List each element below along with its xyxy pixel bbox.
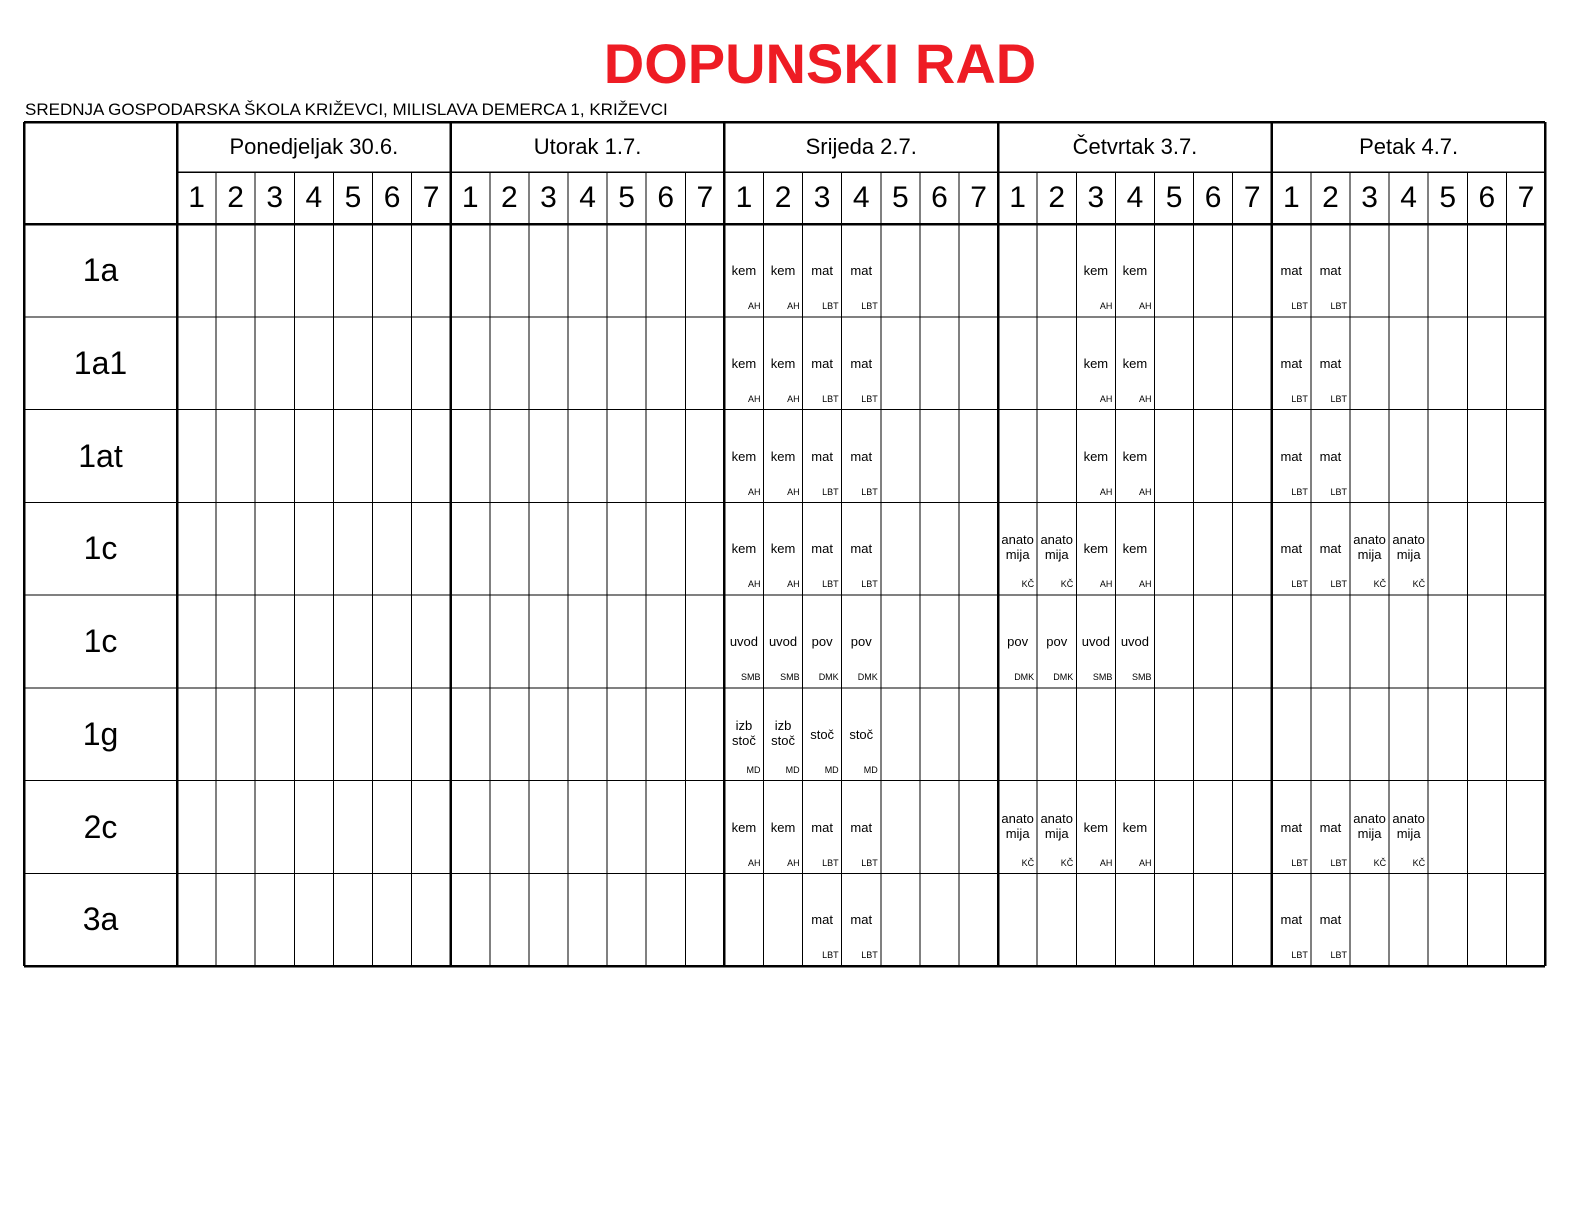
- subject-code: mat: [811, 541, 833, 557]
- teacher-code: KČ: [1412, 579, 1426, 590]
- subject-code: pov: [850, 634, 872, 649]
- period-number: 5: [344, 181, 362, 214]
- period-number: 1: [1009, 181, 1026, 214]
- school-address: SREDNJA GOSPODARSKA ŠKOLA KRIŽEVCI, MILISLAVA DEMERCA 1, KRIŽEVCI: [25, 100, 668, 119]
- period-number: 2: [1322, 181, 1339, 214]
- period-number: 2: [227, 181, 244, 214]
- period-number: 5: [892, 181, 909, 214]
- teacher-code: SMB: [780, 672, 800, 682]
- period-number: 2: [1048, 181, 1066, 214]
- period-number: 3: [266, 181, 284, 214]
- teacher-code: SMB: [1131, 672, 1152, 682]
- subject-code: kem: [1122, 448, 1148, 464]
- teacher-code: LBT: [1330, 950, 1347, 961]
- period-number: 6: [657, 181, 675, 214]
- teacher-code: DMK: [1053, 672, 1074, 682]
- teacher-code: LBT: [1291, 950, 1308, 961]
- period-number: 7: [1243, 181, 1261, 214]
- subject-code: kem: [1083, 819, 1109, 835]
- class-label: 1at: [78, 437, 123, 474]
- subject-code: anato mija: [1001, 532, 1034, 563]
- day-header: Četvrtak 3.7.: [1072, 134, 1198, 159]
- subject-code: mat: [1280, 263, 1303, 278]
- teacher-code: AH: [1138, 393, 1152, 404]
- subject-code: mat: [1319, 263, 1342, 278]
- subject-code: kem: [1083, 541, 1109, 557]
- subject-code: mat: [811, 819, 833, 835]
- teacher-code: LBT: [1330, 857, 1347, 868]
- subject-code: mat: [850, 819, 873, 835]
- subject-code: kem: [731, 819, 757, 835]
- subject-code: mat: [850, 263, 873, 278]
- day-header: Srijeda 2.7.: [805, 134, 917, 159]
- teacher-code: AH: [1099, 486, 1113, 497]
- subject-code: kem: [1083, 355, 1109, 371]
- subject-code: uvod: [729, 634, 759, 649]
- teacher-code: AH: [1138, 301, 1152, 311]
- teacher-code: KČ: [1373, 857, 1387, 868]
- teacher-code: LBT: [822, 301, 839, 311]
- teacher-code: LBT: [861, 301, 878, 311]
- day-header: Ponedjeljak 30.6.: [229, 134, 399, 159]
- teacher-code: MD: [824, 764, 839, 775]
- period-number: 3: [540, 181, 557, 214]
- teacher-code: LBT: [1330, 301, 1347, 311]
- subject-code: mat: [850, 541, 873, 557]
- period-number: 4: [579, 181, 596, 214]
- subject-code: pov: [811, 634, 833, 649]
- period-number: 7: [970, 181, 987, 214]
- teacher-code: AH: [747, 486, 761, 497]
- teacher-code: LBT: [822, 857, 839, 868]
- period-number: 6: [1478, 181, 1496, 214]
- period-number: 4: [1126, 181, 1144, 214]
- teacher-code: AH: [1099, 301, 1113, 311]
- teacher-code: AH: [1138, 857, 1152, 868]
- teacher-code: LBT: [1330, 579, 1347, 590]
- subject-code: kem: [770, 263, 796, 278]
- teacher-code: LBT: [822, 579, 839, 590]
- subject-code: kem: [1083, 448, 1109, 464]
- subject-code: mat: [1280, 355, 1303, 371]
- subject-code: mat: [1319, 819, 1342, 835]
- day-header: Petak 4.7.: [1359, 134, 1459, 159]
- subject-code: mat: [811, 448, 833, 464]
- subject-code: mat: [1319, 355, 1342, 371]
- teacher-code: KČ: [1060, 857, 1074, 868]
- teacher-code: LBT: [822, 393, 839, 404]
- subject-code: kem: [731, 263, 757, 278]
- subject-code: kem: [1083, 263, 1109, 278]
- period-number: 1: [735, 181, 753, 214]
- subject-code: mat: [850, 355, 873, 371]
- subject-code: kem: [731, 541, 757, 557]
- subject-code: izb stoč: [771, 717, 795, 748]
- teacher-code: LBT: [861, 950, 878, 961]
- period-number: 6: [1204, 181, 1222, 214]
- teacher-code: AH: [787, 579, 800, 590]
- subject-code: mat: [850, 448, 873, 464]
- period-number: 2: [501, 181, 518, 214]
- teacher-code: AH: [747, 301, 761, 311]
- class-label: 1g: [82, 715, 119, 752]
- subject-code: mat: [1319, 912, 1342, 928]
- teacher-code: LBT: [861, 857, 878, 868]
- period-number: 7: [422, 181, 440, 214]
- subject-code: stoč: [810, 726, 835, 742]
- teacher-code: AH: [1138, 486, 1152, 497]
- period-number: 5: [1165, 181, 1183, 214]
- page-title: DOPUNSKI RAD: [603, 32, 1037, 95]
- teacher-code: MD: [785, 764, 800, 775]
- subject-code: uvod: [1120, 634, 1150, 649]
- subject-code: kem: [770, 541, 796, 557]
- teacher-code: LBT: [1291, 393, 1308, 404]
- subject-code: kem: [731, 448, 757, 464]
- teacher-code: KČ: [1060, 579, 1074, 590]
- subject-code: kem: [770, 448, 796, 464]
- teacher-code: KČ: [1021, 579, 1035, 590]
- subject-code: anato mija: [1353, 810, 1386, 841]
- teacher-code: SMB: [1092, 672, 1113, 682]
- period-number: 6: [383, 181, 401, 214]
- subject-code: kem: [1122, 541, 1148, 557]
- teacher-code: DMK: [818, 672, 839, 682]
- period-number: 6: [931, 181, 948, 214]
- teacher-code: KČ: [1021, 857, 1035, 868]
- subject-code: uvod: [1081, 634, 1110, 649]
- teacher-code: LBT: [822, 486, 839, 497]
- subject-code: anato mija: [1392, 810, 1425, 841]
- period-number: 7: [1517, 181, 1535, 214]
- period-number: 3: [813, 181, 831, 214]
- subject-code: mat: [1280, 448, 1303, 464]
- subject-code: kem: [731, 355, 757, 371]
- subject-code: mat: [1319, 541, 1342, 557]
- subject-code: mat: [1280, 541, 1303, 557]
- class-label: 3a: [82, 901, 119, 938]
- period-number: 1: [1283, 181, 1300, 214]
- teacher-code: DMK: [1014, 672, 1035, 682]
- teacher-code: LBT: [861, 486, 878, 497]
- subject-code: pov: [1046, 634, 1068, 649]
- subject-code: anato mija: [1040, 532, 1073, 563]
- subject-code: mat: [811, 355, 833, 371]
- teacher-code: AH: [787, 486, 800, 497]
- period-number: 1: [188, 181, 205, 214]
- subject-code: mat: [1280, 819, 1303, 835]
- period-number: 3: [1361, 181, 1378, 214]
- period-number: 5: [1439, 181, 1457, 214]
- subject-code: mat: [850, 912, 873, 928]
- subject-code: mat: [811, 263, 833, 278]
- teacher-code: AH: [1099, 857, 1113, 868]
- class-label: 1a1: [73, 344, 128, 381]
- subject-code: mat: [1280, 912, 1303, 928]
- teacher-code: KČ: [1373, 579, 1387, 590]
- class-label: 2c: [83, 808, 118, 845]
- subject-code: mat: [811, 912, 833, 928]
- subject-code: izb stoč: [732, 717, 756, 748]
- teacher-code: AH: [747, 857, 761, 868]
- teacher-code: LBT: [1291, 857, 1308, 868]
- period-number: 2: [774, 181, 792, 214]
- subject-code: mat: [1319, 448, 1342, 464]
- subject-code: anato mija: [1392, 532, 1425, 563]
- teacher-code: LBT: [1291, 301, 1308, 311]
- subject-code: kem: [1122, 355, 1148, 371]
- period-number: 5: [618, 181, 635, 214]
- teacher-code: MD: [863, 764, 878, 775]
- subject-code: stoč: [849, 726, 874, 742]
- teacher-code: LBT: [822, 950, 839, 961]
- teacher-code: LBT: [1330, 393, 1347, 404]
- teacher-code: AH: [747, 579, 761, 590]
- teacher-code: AH: [787, 393, 800, 404]
- teacher-code: AH: [1099, 579, 1113, 590]
- subject-code: kem: [1122, 819, 1148, 835]
- subject-code: uvod: [768, 634, 798, 649]
- class-label: 1a: [82, 252, 119, 288]
- teacher-code: AH: [787, 857, 800, 868]
- period-number: 4: [852, 181, 870, 214]
- subject-code: anato mija: [1001, 810, 1034, 841]
- subject-code: kem: [770, 819, 796, 835]
- period-number: 1: [461, 181, 479, 214]
- subject-code: anato mija: [1353, 532, 1386, 563]
- teacher-code: LBT: [861, 393, 878, 404]
- teacher-code: LBT: [1330, 486, 1347, 497]
- period-number: 7: [696, 181, 714, 214]
- period-number: 4: [1400, 181, 1417, 214]
- teacher-code: DMK: [857, 672, 878, 682]
- teacher-code: LBT: [1291, 486, 1308, 497]
- subject-code: anato mija: [1040, 810, 1073, 841]
- subject-code: kem: [1122, 263, 1148, 278]
- teacher-code: AH: [1138, 579, 1152, 590]
- day-header: Utorak 1.7.: [533, 134, 642, 159]
- teacher-code: KČ: [1412, 857, 1426, 868]
- subject-code: pov: [1007, 634, 1029, 649]
- teacher-code: MD: [746, 764, 761, 775]
- teacher-code: SMB: [740, 672, 761, 682]
- teacher-code: LBT: [861, 579, 878, 590]
- teacher-code: AH: [1099, 393, 1113, 404]
- teacher-code: LBT: [1291, 579, 1308, 590]
- period-number: 3: [1087, 181, 1105, 214]
- class-label: 1c: [83, 623, 118, 659]
- teacher-code: AH: [747, 393, 761, 404]
- subject-code: kem: [770, 355, 796, 371]
- period-number: 4: [305, 181, 323, 214]
- teacher-code: AH: [787, 301, 800, 311]
- class-label: 1c: [83, 530, 118, 567]
